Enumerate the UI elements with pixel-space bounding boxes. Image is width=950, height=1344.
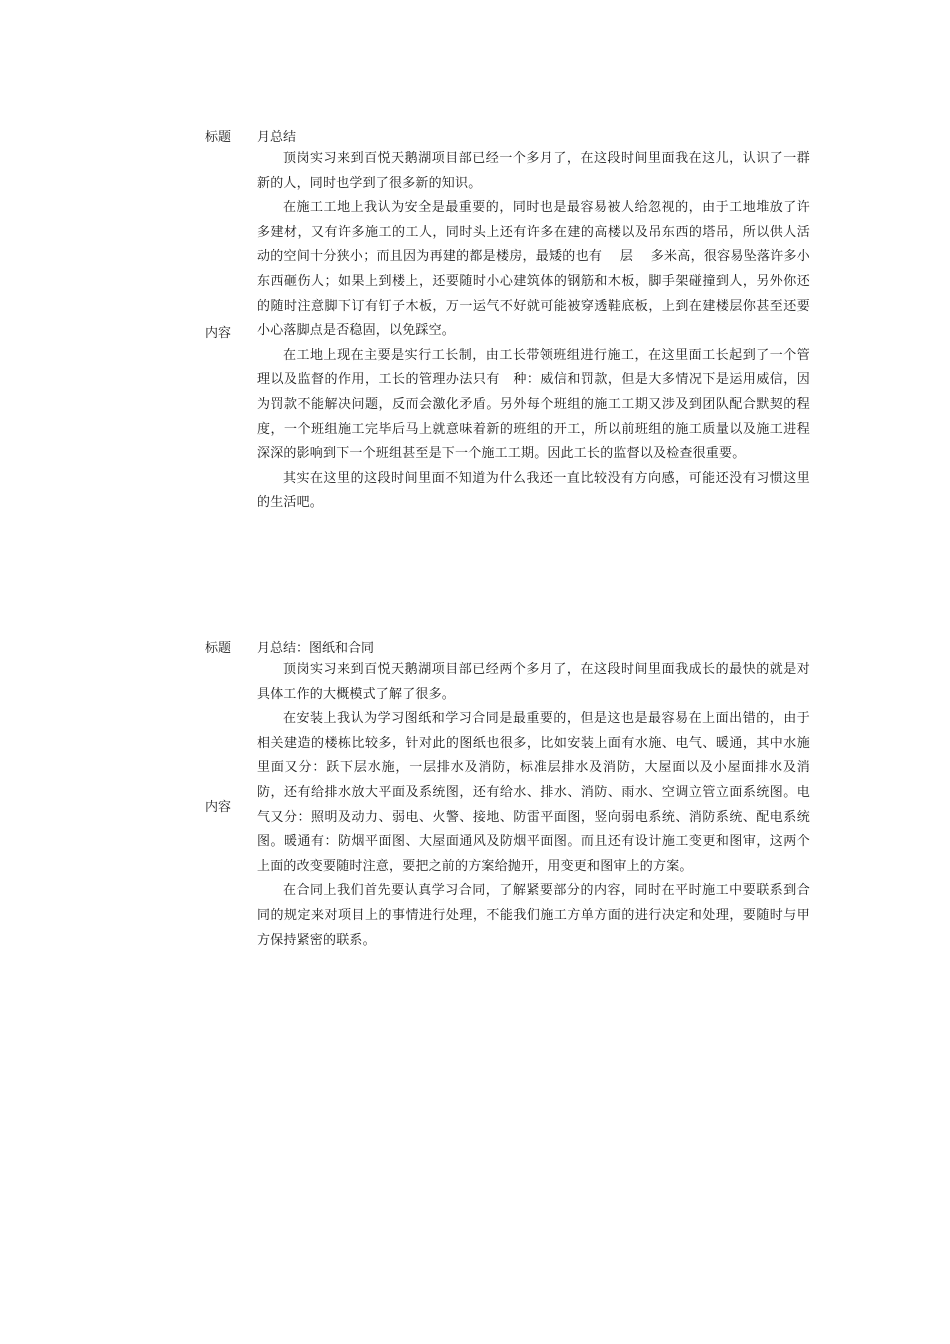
title-label: 标题 <box>205 129 232 145</box>
title-label: 标题 <box>205 640 232 656</box>
content-row <box>205 658 810 953</box>
content-label: 内容 <box>205 800 232 816</box>
content-label: 内容 <box>205 325 232 341</box>
content-paragraph: 其实在这里的这段时间里面不知道为什么我还一直比较没有方向感，可能还没有习惯这里的生活吧。 <box>257 470 810 511</box>
summary-entry-2 <box>205 634 810 953</box>
content-paragraph: 顶岗实习来到百悦天鹅湖项目部已经两个多月了，在这段时间里面我成长的最快的就是对具体工作的大概模式了解了很多。 <box>257 662 810 702</box>
content-paragraph: 顶岗实习来到百悦天鹅湖项目部已经一个多月了，在这段时间里面我在这儿，认识了一群新的人，同时也学到了很多新的知识。 <box>257 151 810 191</box>
title-row <box>205 634 810 658</box>
title-row <box>205 123 810 147</box>
content-body <box>257 147 810 516</box>
entry-title: 月总结：图纸和合同 <box>257 640 375 656</box>
content-row <box>205 147 810 516</box>
content-body <box>257 658 810 953</box>
summary-entry-1 <box>205 123 810 516</box>
content-paragraph: 在施工工地上我认为安全是最重要的，同时也是最容易被人给忽视的，由于工地堆放了许多建材，又有许多施工的工人，同时头上还有许多在建的高楼以及吊东西的塔吊，所以供人活动的空间十分狭小；而且因为再建的都是楼房，最矮的也有 层 多米高，很容易坠落许多小东西砸伤人；如果上到楼上，还要随时小心建筑体的钢筋和木板，脚手架碰撞到人，另外你还的随时注意脚下订有钉子木板，万一运气不好就可能被穿透鞋底板，上到在建楼层你甚至还要小心落脚点是否稳固，以免踩空。 <box>257 200 810 339</box>
content-paragraph: 在合同上我们首先要认真学习合同，了解紧要部分的内容，同时在平时施工中要联系到合同的规定来对项目上的事情进行处理，不能我们施工方单方面的进行决定和处理，要随时与甲方保持紧密的联系。 <box>257 883 810 948</box>
content-paragraph: 在安装上我认为学习图纸和学习合同是最重要的，但是这也是最容易在上面出错的，由于相关建造的楼栋比较多，针对此的图纸也很多，比如安装上面有水施、电气、暖通，其中水施里面又分：跃下层水施，一层排水及消防，标准层排水及消防，大屋面以及小屋面排水及消防，还有给排水放大平面及系统图，还有给水、排水、消防、雨水、空调立管立面系统图。电气又分：照明及动力、弱电、火警、接地、防雷平面图，竖向弱电系统、消防系统、配电系统图。暖通有：防烟平面图、大屋面通风及防烟平面图。而且还有设计施工变更和图审，这两个上面的改变要随时注意，要把之前的方案给抛开，用变更和图审上的方案。 <box>257 711 810 874</box>
entry-title: 月总结 <box>257 129 297 145</box>
content-paragraph: 在工地上现在主要是实行工长制，由工长带领班组进行施工，在这里面工长起到了一个管理以及监督的作用，工长的管理办法只有 种：威信和罚款，但是大多情况下是运用威信，因为罚款不能解决问题，反而会激化矛盾。另外每个班组的施工工期又涉及到团队配合默契的程度，一个班组施工完毕后马上就意味着新的班组的开工，所以前班组的施工质量以及施工进程深深的影响到下一个班组甚至是下一个施工工期。因此工长的监督以及检查很重要。 <box>257 347 810 462</box>
